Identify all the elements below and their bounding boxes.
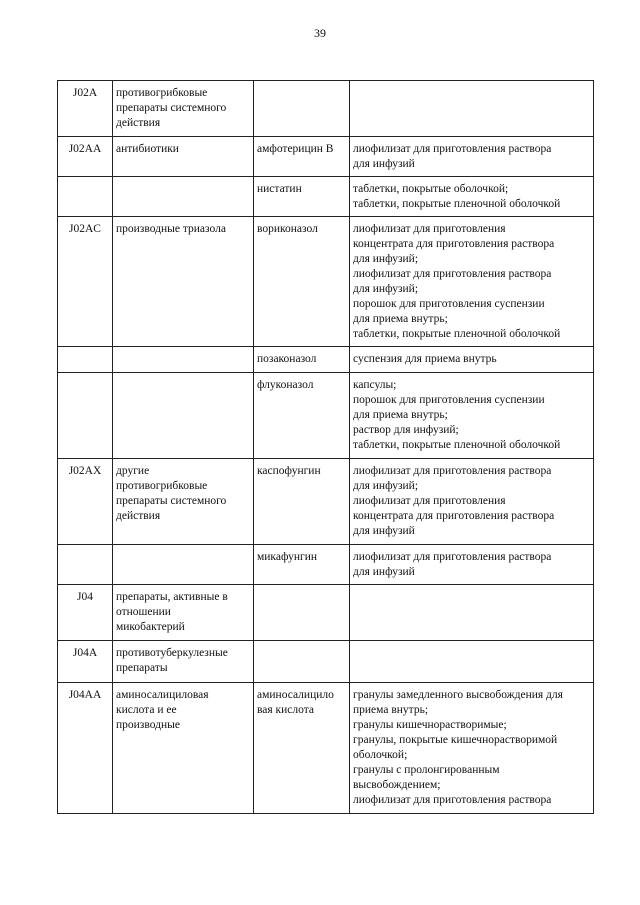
group-name-cell: противогрибковые препараты системного действия — [113, 81, 254, 137]
dosage-forms-cell: таблетки, покрытые оболочкой; таблетки, покрытые пленочной оболочкой — [350, 177, 594, 217]
atc-code-cell: J02AA — [58, 137, 113, 177]
table-row — [58, 585, 594, 641]
drug-name-cell: позаконазол — [254, 347, 350, 373]
drug-table — [57, 80, 594, 814]
dosage-forms-cell — [350, 641, 594, 683]
atc-code-cell: J02A — [58, 81, 113, 137]
group-name-cell: противотуберкулезные препараты — [113, 641, 254, 683]
drug-name-cell: нистатин — [254, 177, 350, 217]
atc-code-cell: J02AC — [58, 217, 113, 347]
group-name-cell: антибиотики — [113, 137, 254, 177]
page-number: 39 — [314, 26, 326, 40]
drug-name-cell — [254, 585, 350, 641]
group-name-cell — [113, 177, 254, 217]
table-row — [58, 347, 594, 373]
dosage-forms-cell: лиофилизат для приготовления концентрата для приготовления раствора для инфузий; лиофилизат для приготовления раствора для инфузий; порошок для приготовления суспензии для приема внутрь; таблетки, покрытые пленочной оболочкой — [350, 217, 594, 347]
dosage-forms-cell: лиофилизат для приготовления раствора для инфузий — [350, 545, 594, 585]
drug-name-cell: аминосалицило вая кислота — [254, 683, 350, 814]
group-name-cell: производные триазола — [113, 217, 254, 347]
drug-name-cell: амфотерицин В — [254, 137, 350, 177]
dosage-forms-cell: капсулы; порошок для приготовления суспензии для приема внутрь; раствор для инфузий; таблетки, покрытые пленочной оболочкой — [350, 373, 594, 459]
atc-code-cell — [58, 347, 113, 373]
group-name-cell — [113, 545, 254, 585]
atc-code-cell: J04A — [58, 641, 113, 683]
table-row — [58, 137, 594, 177]
group-name-cell: другие противогрибковые препараты системного действия — [113, 459, 254, 545]
dosage-forms-cell: суспензия для приема внутрь — [350, 347, 594, 373]
drug-name-cell: каспофунгин — [254, 459, 350, 545]
drug-name-cell: флуконазол — [254, 373, 350, 459]
table-row — [58, 217, 594, 347]
drug-name-cell: микафунгин — [254, 545, 350, 585]
table-row — [58, 641, 594, 683]
drug-table-body — [58, 81, 594, 814]
group-name-cell: препараты, активные в отношении микобактерий — [113, 585, 254, 641]
atc-code-cell — [58, 373, 113, 459]
table-row — [58, 373, 594, 459]
atc-code-cell — [58, 545, 113, 585]
dosage-forms-cell: лиофилизат для приготовления раствора для инфузий — [350, 137, 594, 177]
atc-code-cell: J02AX — [58, 459, 113, 545]
drug-name-cell — [254, 641, 350, 683]
table-row — [58, 459, 594, 545]
table-row — [58, 177, 594, 217]
table-row — [58, 545, 594, 585]
dosage-forms-cell: лиофилизат для приготовления раствора для инфузий; лиофилизат для приготовления концентрата для приготовления раствора для инфузий — [350, 459, 594, 545]
dosage-forms-cell — [350, 585, 594, 641]
group-name-cell — [113, 347, 254, 373]
table-row — [58, 683, 594, 814]
table-row — [58, 81, 594, 137]
group-name-cell — [113, 373, 254, 459]
atc-code-cell: J04 — [58, 585, 113, 641]
atc-code-cell — [58, 177, 113, 217]
drug-name-cell — [254, 81, 350, 137]
group-name-cell: аминосалициловая кислота и ее производные — [113, 683, 254, 814]
dosage-forms-cell: гранулы замедленного высвобождения для приема внутрь; гранулы кишечнорастворимые; гранулы, покрытые кишечнорастворимой оболочкой; гранулы с пролонгированным высвобождением; лиофилизат для приготовления раствора — [350, 683, 594, 814]
dosage-forms-cell — [350, 81, 594, 137]
atc-code-cell: J04AA — [58, 683, 113, 814]
drug-name-cell: вориконазол — [254, 217, 350, 347]
